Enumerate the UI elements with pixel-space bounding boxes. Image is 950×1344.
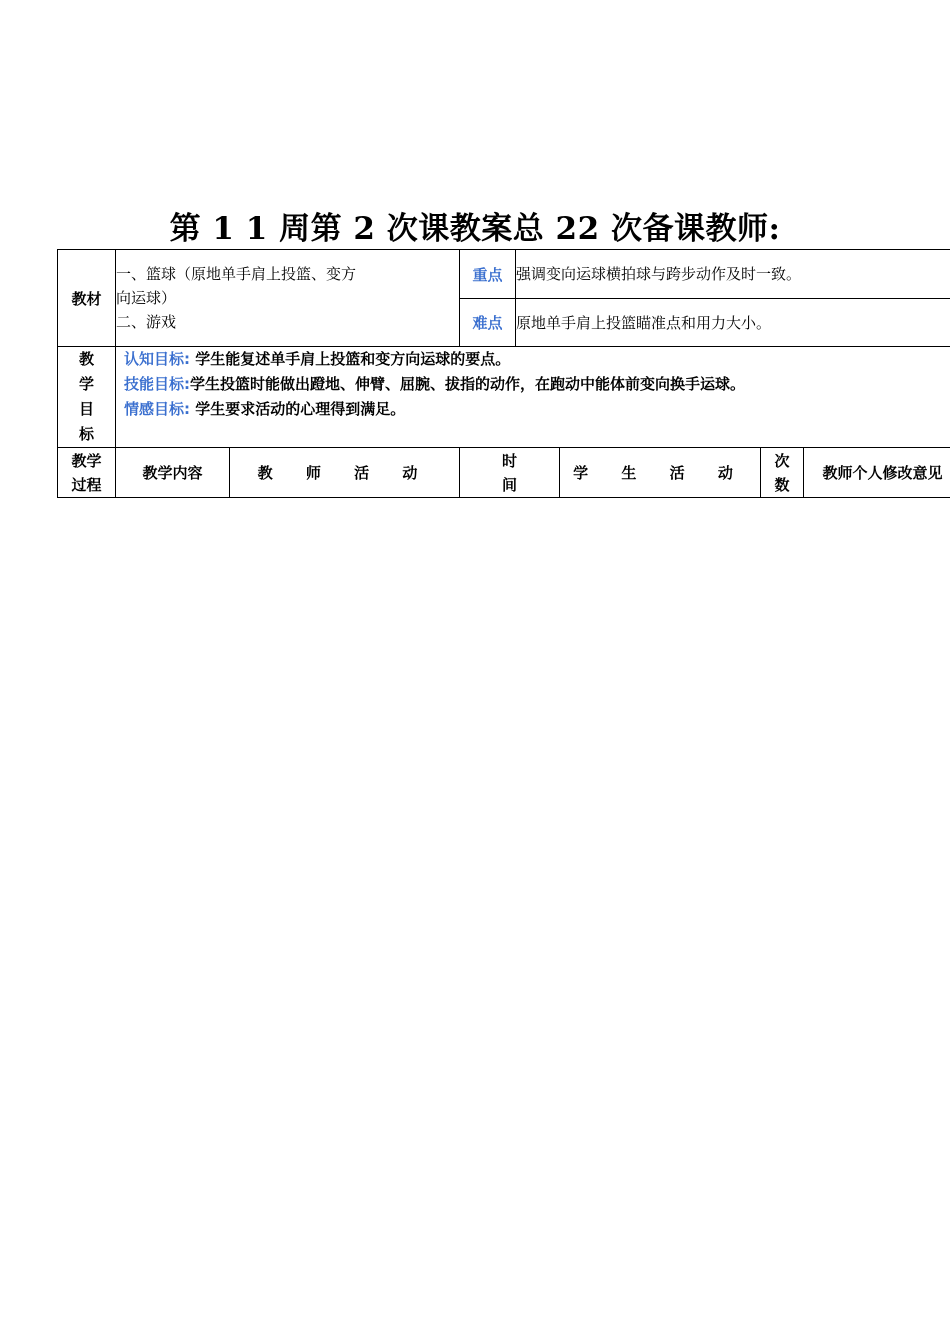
goal-cognitive [124,347,950,372]
time-header-line-2: 间 [502,475,518,494]
focus-text: 强调变向运球横拍球与跨步动作及时一致。 [516,250,950,299]
lesson-plan-table [57,249,950,498]
material-content [116,250,460,347]
process-label [58,448,116,498]
goal-skill [124,372,950,397]
goals-label [58,347,116,448]
page-title: 第 1 1 周第 2 次课教案总 22 次备课教师: [169,211,781,247]
goal-cognitive-text: 学生能复述单手肩上投篮和变方向运球的要点。 [195,350,511,368]
goal-skill-text: 学生投篮时能做出蹬地、伸臂、屈腕、拔指的动作，在跑动中能体前变向换手运球。 [190,375,746,393]
time-header [460,448,560,498]
content-header: 教学内容 [116,448,230,498]
material-line-2: 向运球） [116,289,177,307]
goals-label-char-1: 教 [78,350,94,368]
process-header-row [58,448,950,498]
time-header-line-1: 时 [502,451,518,470]
process-label-line-1: 教学 [71,451,102,470]
count-header-line-2: 数 [774,475,790,494]
process-label-line-2: 过程 [71,475,102,494]
goals-label-char-3: 目 [78,400,94,418]
goal-affective-text: 学生要求活动的心理得到满足。 [195,400,406,418]
goals-label-char-2: 学 [78,375,94,393]
goal-affective-label: 情感目标: [124,400,190,418]
difficulty-text: 原地单手肩上投篮瞄准点和用力大小。 [516,299,950,347]
goals-content [116,347,950,448]
difficulty-label: 难点 [460,299,516,347]
material-row [58,250,950,299]
count-header [761,448,804,498]
teacher-activity-header: 教 师 活 动 [230,448,460,498]
goal-cognitive-label: 认知目标: [124,350,190,368]
goal-affective [124,397,950,422]
material-label: 教材 [58,250,116,347]
material-line-3: 二、游戏 [116,313,177,331]
focus-label: 重点 [460,250,516,299]
student-activity-header: 学 生 活 动 [560,448,761,498]
goal-skill-label: 技能目标: [124,375,190,393]
count-header-line-1: 次 [774,451,790,470]
goals-row [58,347,950,448]
goals-label-char-4: 标 [78,425,94,443]
revision-header: 教师个人修改意见 [804,448,950,498]
material-line-1: 一、篮球（原地单手肩上投篮、变方 [116,265,357,283]
